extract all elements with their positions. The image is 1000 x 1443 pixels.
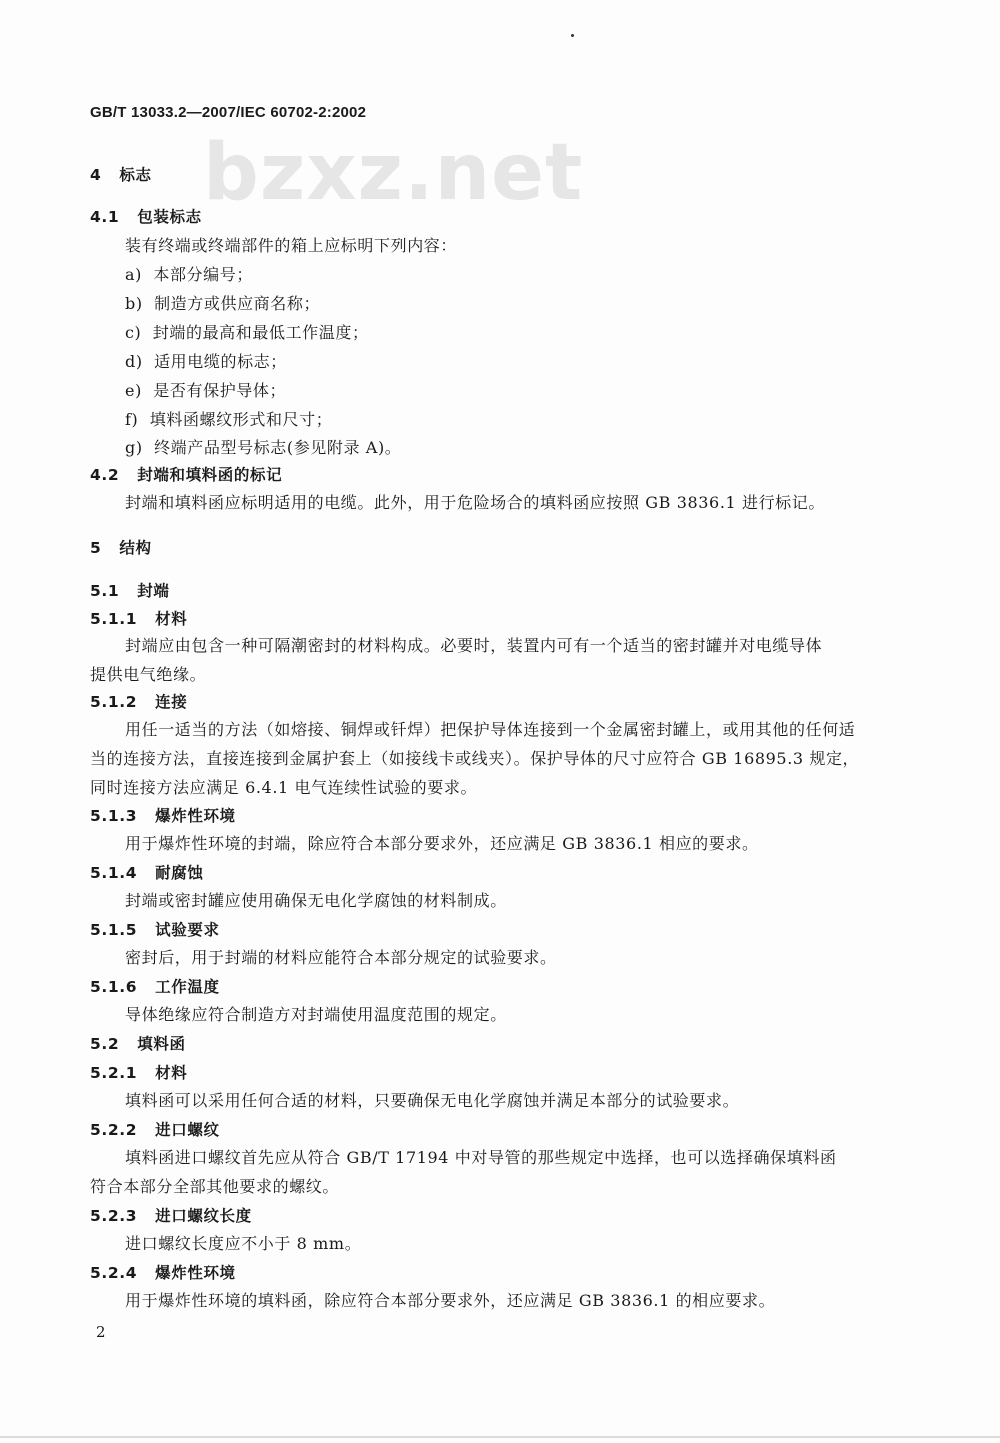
page-number: 2 (96, 1323, 107, 1341)
section-number: 5.1.4 (90, 864, 138, 882)
section-title: 封端 (137, 582, 170, 600)
section-number: 5.2.2 (90, 1121, 138, 1139)
section-number: 5.2 (90, 1035, 120, 1053)
list-label: a) (125, 265, 142, 284)
section-4-1-heading (90, 207, 202, 227)
section-title: 进口螺纹长度 (155, 1207, 252, 1225)
section-title: 连接 (155, 693, 188, 711)
paragraph: 封端或密封罐应使用确保无电化学腐蚀的材料制成。 (125, 891, 507, 910)
list-item (125, 381, 286, 401)
paragraph: 填料函可以采用任何合适的材料，只要确保无电化学腐蚀并满足本部分的试验要求。 (125, 1091, 740, 1110)
list-item (125, 410, 332, 430)
section-5-1-3-heading (90, 806, 236, 826)
section-5-1-1-heading (90, 609, 187, 629)
paragraph: 导体绝缘应符合制造方对封端使用温度范围的规定。 (125, 1005, 507, 1024)
section-5-2-heading (90, 1034, 186, 1054)
paragraph-line: 提供电气绝缘。 (90, 665, 207, 684)
section-title: 材料 (155, 610, 188, 628)
paragraph: 用于爆炸性环境的填料函，除应符合本部分要求外，还应满足 GB 3836.1 的相应要求。 (125, 1291, 776, 1310)
section-number: 5.1.3 (90, 807, 138, 825)
paragraph-line: 当的连接方法，直接连接到金属护套上（如接线卡或线夹）。保护导体的尺寸应符合 GB 16895.3 规定， (90, 749, 860, 768)
section-number: 4.1 (90, 208, 120, 226)
paragraph-line: 符合本部分全部其他要求的螺纹。 (90, 1177, 340, 1196)
section-title: 包装标志 (137, 208, 202, 226)
list-label: f) (125, 410, 139, 429)
list-text: 填料函螺纹形式和尺寸； (149, 410, 333, 429)
section-title: 进口螺纹 (155, 1121, 220, 1139)
list-item (125, 323, 369, 343)
section-5-2-2-heading (90, 1120, 220, 1140)
section-title: 结构 (119, 539, 152, 557)
paragraph-line: 用任一适当的方法（如熔接、铜焊或钎焊）把保护导体连接到一个金属密封罐上，或用其他的任何适 (125, 720, 856, 739)
section-5-1-heading (90, 581, 169, 601)
section-title: 材料 (155, 1064, 188, 1082)
section-5-1-6-heading (90, 977, 220, 997)
section-title: 爆炸性环境 (155, 807, 236, 825)
section-number: 5.2.3 (90, 1207, 138, 1225)
list-text: 终端产品型号标志(参见附录 A)。 (154, 438, 402, 457)
section-5-2-1-heading (90, 1063, 187, 1083)
paragraph-line: 填料函进口螺纹首先应从符合 GB/T 17194 中对导管的那些规定中选择，也可以选择确保填料函 (125, 1148, 837, 1167)
section-5-1-5-heading (90, 920, 220, 940)
list-item (125, 352, 287, 372)
section-5-1-2-heading (90, 692, 187, 712)
section-title: 填料函 (137, 1035, 186, 1053)
list-label: e) (125, 381, 142, 400)
section-5-2-3-heading (90, 1206, 252, 1226)
section-title: 爆炸性环境 (155, 1264, 236, 1282)
section-5-2-4-heading (90, 1263, 236, 1283)
section-title: 耐腐蚀 (155, 864, 204, 882)
section-number: 4 (90, 166, 102, 184)
bottom-divider (0, 1436, 1000, 1438)
list-label: d) (125, 352, 143, 371)
section-number: 5.1.6 (90, 978, 138, 996)
list-text: 封端的最高和最低工作温度； (152, 323, 369, 342)
list-label: c) (125, 323, 142, 342)
section-title: 试验要求 (155, 921, 220, 939)
paragraph-line: 同时连接方法应满足 6.4.1 电气连续性试验的要求。 (90, 778, 478, 797)
section-title: 封端和填料函的标记 (137, 466, 283, 484)
section-number: 4.2 (90, 466, 120, 484)
section-5-heading (90, 538, 152, 558)
section-number: 5.2.4 (90, 1264, 138, 1282)
paragraph: 装有终端或终端部件的箱上应标明下列内容： (125, 236, 458, 255)
section-number: 5.1.2 (90, 693, 138, 711)
list-text: 适用电缆的标志； (154, 352, 287, 371)
paragraph: 封端和填料函应标明适用的电缆。此外，用于危险场合的填料函应按照 GB 3836.1 进行标记。 (125, 493, 825, 512)
standard-header: GB/T 13033.2—2007/IEC 60702-2:2002 (90, 104, 367, 121)
section-title: 工作温度 (155, 978, 220, 996)
scan-speck (571, 34, 574, 37)
paragraph: 用于爆炸性环境的封端，除应符合本部分要求外，还应满足 GB 3836.1 相应的要求。 (125, 834, 759, 853)
section-4-heading (90, 165, 152, 185)
list-text: 制造方或供应商名称； (154, 294, 321, 313)
list-item (125, 438, 401, 458)
section-4-2-heading (90, 465, 282, 485)
list-text: 本部分编号； (153, 265, 253, 284)
paragraph-line: 封端应由包含一种可隔潮密封的材料构成。必要时，装置内可有一个适当的密封罐并对电缆导体 (125, 636, 823, 655)
section-number: 5.1.1 (90, 610, 138, 628)
section-number: 5.1.5 (90, 921, 138, 939)
section-number: 5 (90, 539, 102, 557)
paragraph: 进口螺纹长度应不小于 8 mm。 (125, 1234, 362, 1253)
section-5-1-4-heading (90, 863, 203, 883)
list-text: 是否有保护导体； (153, 381, 287, 400)
list-label: b) (125, 294, 143, 313)
list-item (125, 265, 253, 285)
section-number: 5.2.1 (90, 1064, 138, 1082)
section-number: 5.1 (90, 582, 120, 600)
paragraph: 密封后，用于封端的材料应能符合本部分规定的试验要求。 (125, 948, 557, 967)
list-label: g) (125, 438, 143, 457)
list-item (125, 294, 320, 314)
watermark: bzxz.net (203, 128, 584, 218)
section-title: 标志 (119, 166, 152, 184)
